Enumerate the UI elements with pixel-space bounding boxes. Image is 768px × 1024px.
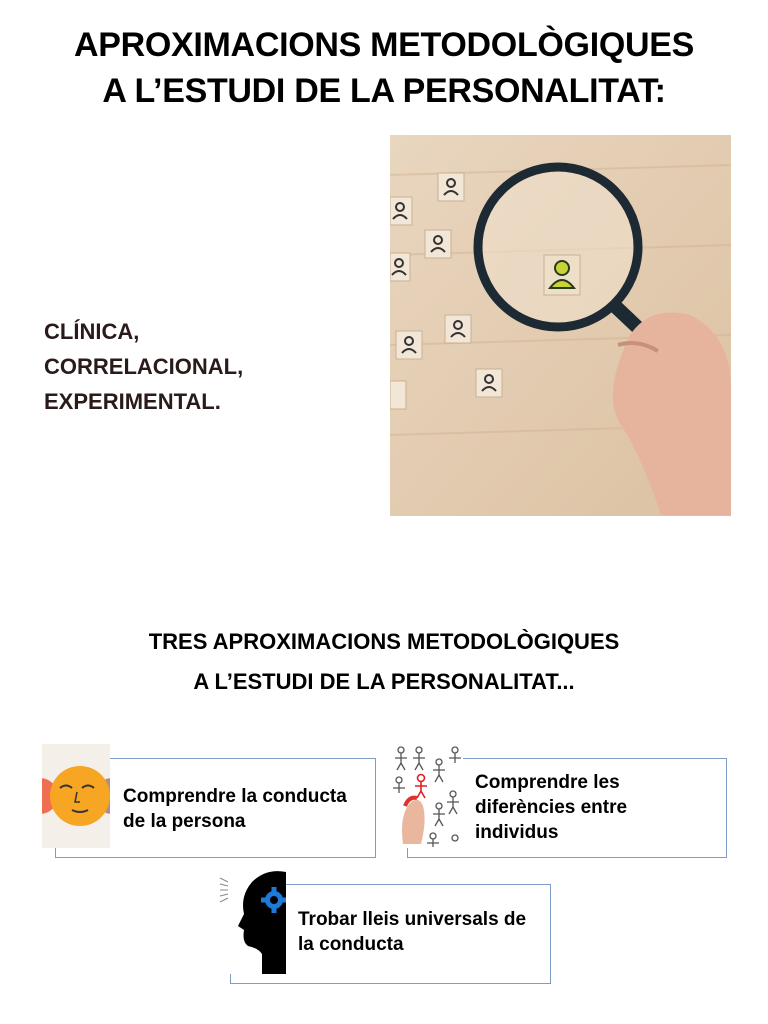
approach-card-differences-line-1: Comprendre les <box>475 772 620 793</box>
approach-card-differences-line-2: diferències entre <box>475 797 628 818</box>
section-title-line-1: TRES APROXIMACIONS METODOLÒGIQUES <box>148 629 620 654</box>
section-title-line-2: A L’ESTUDI DE LA PERSONALITAT... <box>193 669 575 694</box>
method-correlacional: CORRELACIONAL, <box>44 354 244 379</box>
approach-card-person-line-1: Comprendre la conducta <box>123 786 347 807</box>
page-title-line-1: APROXIMACIONS METODOLÒGIQUES <box>73 26 695 64</box>
approach-card-person-line-2: de la persona <box>123 811 246 832</box>
approach-card-differences-text <box>475 770 627 845</box>
magnifying-glass-people-icon <box>390 135 731 516</box>
stick-figures-icon <box>393 744 463 848</box>
approach-card-person-text <box>123 784 347 834</box>
head-gear-icon <box>218 870 286 974</box>
method-clinica: CLÍNICA, <box>44 319 140 344</box>
approach-card-differences-line-3: individus <box>475 822 559 843</box>
section-title <box>0 622 768 702</box>
method-experimental: EXPERIMENTAL. <box>44 389 221 414</box>
face-icon <box>42 744 110 848</box>
approach-card-universal-laws-line-2: la conducta <box>298 934 404 955</box>
approach-card-universal-laws-text <box>298 907 526 957</box>
page-title <box>0 22 768 114</box>
page-title-line-2: A L’ESTUDI DE LA PERSONALITAT: <box>102 72 666 110</box>
magnifying-glass-photo <box>390 135 731 516</box>
methods-list <box>44 314 344 419</box>
approach-card-universal-laws-line-1: Trobar lleis universals de <box>298 909 527 930</box>
